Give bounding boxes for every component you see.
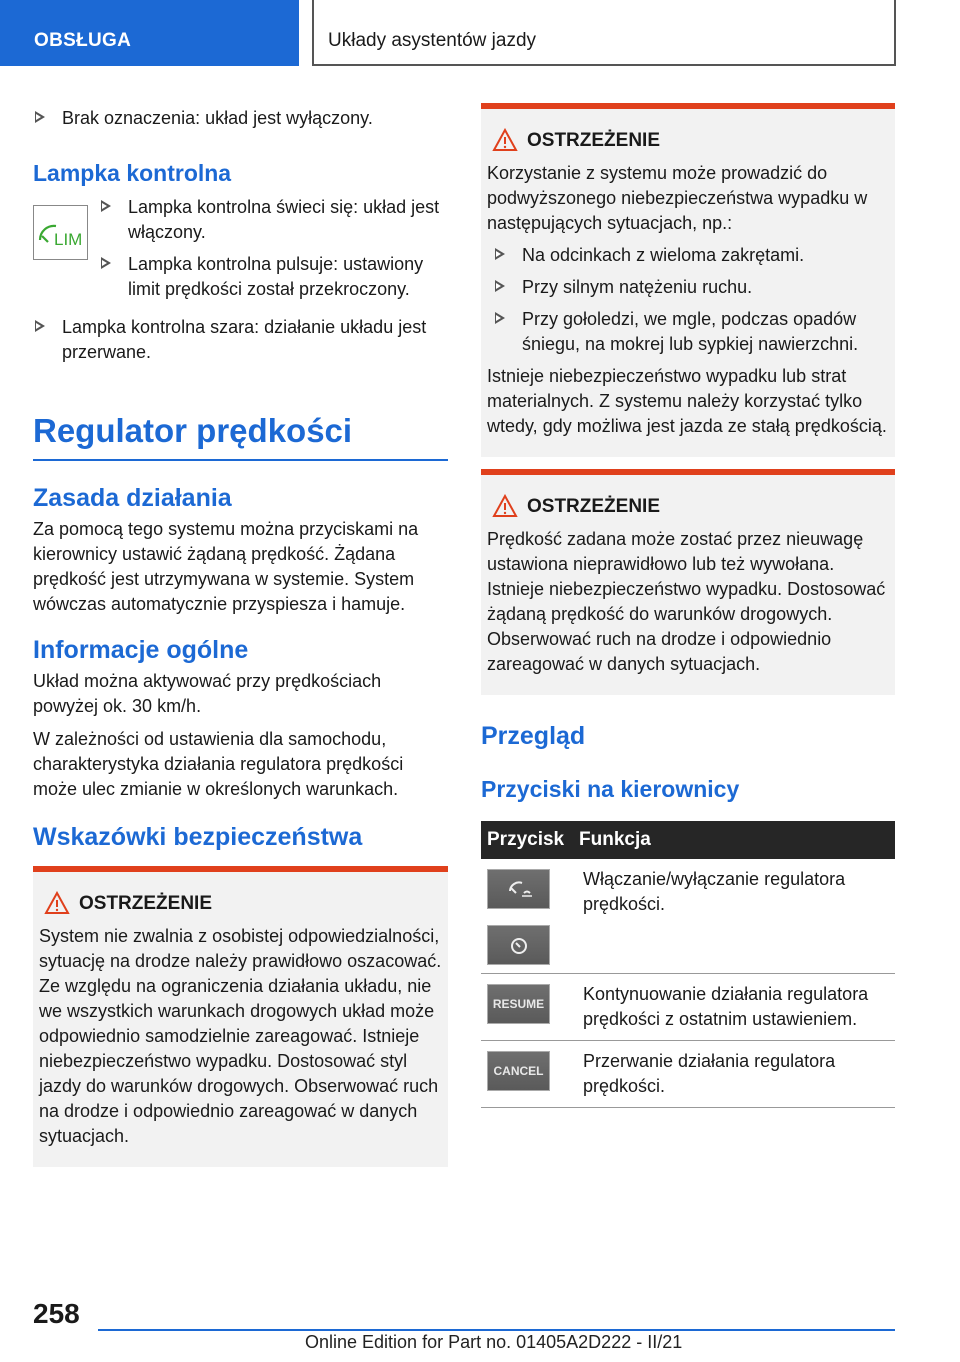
resume-button-icon: RESUME [487, 984, 550, 1024]
triangle-bullet-icon [495, 248, 505, 260]
warning-box [481, 103, 895, 457]
left-column [33, 100, 448, 1167]
table-row [481, 974, 895, 1041]
general-heading: Informacje ogólne [33, 636, 249, 664]
warning-outro: Istnieje niebezpieczeństwo wypadku lub strat materialnych. Z systemu należy korzystać tylko wtedy, gdy możliwa jest jazda ze stałą prędkością. [487, 366, 887, 436]
list-item: Przy silnym natężeniu ruchu. [493, 275, 889, 300]
general-text-2: W zależności od ustawienia dla samochodu, charakterystyka działania regulatora prędkości może ulec zmianie w określonych warunkach. [33, 729, 404, 799]
right-column [481, 103, 895, 1108]
list-item: Przy gołoledzi, we mgle, podczas opadów śniegu, na mokrej lub sypkiej nawierzchni. [493, 307, 889, 357]
page-header [0, 0, 960, 66]
warning-text: Prędkość zadana może zostać przez nieuwagę ustawiona nieprawidłowo lub też wywołana. Istnieje niebezpieczeństwo wypadku. Dostosować żądaną prędkość do warunków drogowych. Obserwować ruch na drodze i odpowiednio zareagować w danych sytuacjach. [487, 529, 886, 674]
function-text: Przerwanie działania regulatora prędkości. [583, 1051, 836, 1096]
list-item: Lampka kontrolna świeci się: układ jest włączony. [99, 195, 448, 245]
warning-box [481, 469, 895, 695]
function-text: Włączanie/wyłączanie regulatora prędkości. [583, 869, 846, 914]
triangle-bullet-icon [495, 312, 505, 324]
warning-title: OSTRZEŻENIE [487, 495, 889, 519]
heading-rule [33, 459, 448, 461]
column-header-function: Funkcja [579, 829, 651, 850]
chapter-title: Układy asystentów jazdy [312, 0, 896, 66]
triangle-bullet-icon [101, 200, 111, 212]
page-number: 258 [33, 1298, 80, 1329]
cruise-control-button-icon [487, 869, 550, 909]
footer-rule [98, 1329, 895, 1331]
list-item: Lampka kontrolna szara: działanie układu jest przerwane. [33, 315, 448, 365]
buttons-table [481, 821, 895, 1108]
lamp-section [33, 195, 448, 315]
function-text: Kontynuowanie działania regulatora prędkości z ostatnim ustawieniem. [583, 984, 869, 1029]
triangle-bullet-icon [35, 320, 45, 332]
triangle-bullet-icon [495, 280, 505, 292]
cancel-button-icon: CANCEL [487, 1051, 550, 1091]
lamp-icon-text: LIM [54, 230, 83, 249]
warning-triangle-icon [44, 891, 70, 915]
column-header-button: Przycisk [487, 829, 565, 850]
lamp-heading: Lampka kontrolna [33, 160, 232, 186]
table-header [481, 821, 895, 859]
warning-intro: Korzystanie z systemu może prowadzić do podwyższonego niebezpieczeństwa wypadku w następujących sytuacjach, np.: [487, 163, 868, 233]
principle-heading: Zasada działania [33, 484, 232, 512]
table-row [481, 1041, 895, 1108]
warning-box [33, 866, 448, 1167]
safety-heading: Wskazówki bezpieczeństwa [33, 823, 363, 851]
warning-title: OSTRZEŻENIE [487, 129, 889, 153]
speed-limit-lamp-icon [33, 205, 88, 260]
general-text-1: Układ można aktywować przy prędkościach powyżej ok. 30 km/h. [33, 671, 382, 716]
list-item: Lampka kontrolna pulsuje: ustawiony limit prędkości został przekroczony. [99, 252, 448, 302]
warning-triangle-icon [492, 494, 518, 518]
triangle-bullet-icon [35, 111, 45, 123]
warning-triangle-icon [492, 128, 518, 152]
table-row [481, 859, 895, 974]
buttons-heading: Przyciski na kierownicy [481, 776, 740, 802]
main-heading: Regulator prędkości [33, 412, 353, 449]
list-item: Na odcinkach z wieloma zakrętami. [493, 243, 889, 268]
principle-text: Za pomocą tego systemu można przyciskami na kierownicy ustawić żądaną prędkość. Żądana prędkość jest utrzymywana w systemie. System wówczas automatycznie przyspiesza i hamuje. [33, 519, 419, 614]
overview-heading: Przegląd [481, 722, 586, 750]
edition-text: Online Edition for Part no. 01405A2D222 - II/21 [305, 1332, 683, 1352]
warning-title: OSTRZEŻENIE [39, 892, 442, 916]
lamp-list [99, 195, 448, 309]
cruise-control-off-button-icon [487, 925, 550, 965]
warning-text: System nie zwalnia z osobistej odpowiedzialności, sytuację na drodze należy prawidłowo oszacować. Ze względu na ograniczenia działania układu, nie we wszystkich warunkach drogowych układ może odpowiednio samodzielnie zareagować. Istnieje niebezpieczeństwo wypadku. Dostosować styl jazdy do warunków drogowych. Obserwować ruch na drodze i odpowiednio zareagować w danych sytuacjach. [39, 926, 442, 1146]
section-tab: OBSŁUGA [0, 0, 299, 66]
list-item: Brak oznaczenia: układ jest wyłączony. [33, 106, 448, 131]
triangle-bullet-icon [101, 257, 111, 269]
